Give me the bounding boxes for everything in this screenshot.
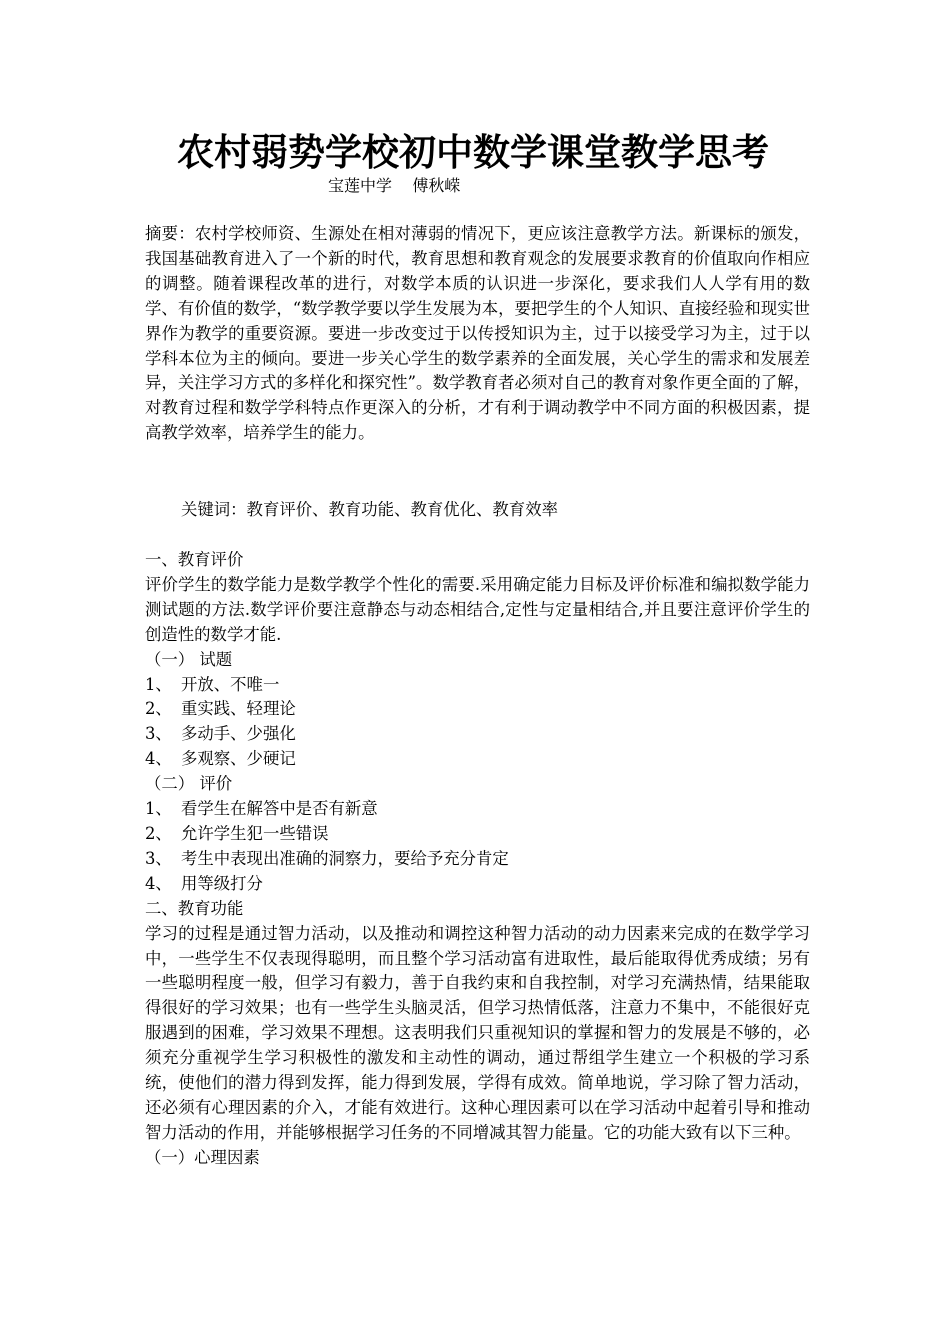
section-heading: 一、教育评价 (145, 550, 244, 569)
list-item-text: 考生中表现出准确的洞察力，要给予充分肯定 (181, 848, 509, 868)
list-item (145, 722, 810, 747)
list-item-number: 3、 (145, 848, 172, 868)
list-item (145, 797, 810, 822)
list-item-number: 4、 (145, 873, 172, 893)
list-item-number: 1、 (145, 674, 172, 694)
list-item (145, 847, 810, 872)
list-item-number: 4、 (145, 749, 172, 769)
list-item (145, 747, 810, 772)
list-item-text: 用等级打分 (181, 873, 263, 893)
list-item-number: 2、 (145, 823, 172, 843)
list-item-text: 多动手、少强化 (181, 724, 296, 744)
subsection-heading: （一）心理因素 (145, 1147, 260, 1167)
list-item-number: 3、 (145, 724, 172, 744)
list-item (145, 872, 810, 897)
list-item-text: 开放、不唯一 (181, 674, 280, 694)
list-item-number: 2、 (145, 699, 172, 719)
list-item-text: 允许学生犯一些错误 (181, 823, 329, 843)
list-item (145, 673, 810, 698)
list-item (145, 822, 810, 847)
subsection-heading: （一） 试题 (145, 649, 233, 669)
section-paragraph: 评价学生的数学能力是数学教学个性化的需要.采用确定能力目标及评价标准和编拟数学能力测试题的方法.数学评价要注意静态与动态相结合,定性与定量相结合,并且要注意评价学生的创造性的数学才能. (145, 574, 810, 644)
document-body (145, 548, 810, 1171)
list-item-text: 多观察、少硬记 (181, 749, 296, 769)
keywords-line: 关键词：教育评价、教育功能、教育优化、教育效率 (181, 500, 558, 519)
list-item-text: 看学生在解答中是否有新意 (181, 799, 378, 819)
list-item (145, 697, 810, 722)
author-line: 宝莲中学 傅秋嵘 (328, 176, 461, 195)
list-item-number: 1、 (145, 799, 172, 819)
section-paragraph: 学习的过程是通过智力活动，以及推动和调控这种智力活动的动力因素来完成的在数学学习中，一些学生不仅表现得聪明，而且整个学习活动富有进取性，最后能取得优秀成绩；另有一些聪明程度一般，但学习有毅力，善于自我约束和自我控制，对学习充满热情，结果能取得很好的学习效果；也有一些学生头脑灵活，但学习热情低落，注意力不集中，不能很好克服遇到的困难，学习效果不理想。这表明我们只重视知识的掌握和智力的发展是不够的，必须充分重视学生学习积极性的激发和主动性的调动，通过帮组学生建立一个积极的学习系统，使他们的潜力得到发挥，能力得到发展，学得有成效。简单地说，学习除了智力活动，还必须有心理因素的介入，才能有效进行。这种心理因素可以在学习活动中起着引导和推动智力活动的作用，并能够根据学习任务的不同增减其智力能量。它的功能大致有以下三种。 (145, 923, 810, 1142)
list-item-text: 重实践、轻理论 (181, 699, 296, 719)
section-heading: 二、教育功能 (145, 898, 244, 918)
subsection-heading: （二） 评价 (145, 774, 233, 794)
abstract-paragraph: 摘要：农村学校师资、生源处在相对薄弱的情况下，更应该注意教学方法。新课标的颁发，我国基础教育进入了一个新的时代，教育思想和教育观念的发展要求教育的价值取向作相应的调整。随着课程改革的进行，对数学本质的认识进一步深化，要求我们人人学有用的数学、有价值的数学，“数学教学要以学生发展为本，要把学生的个人知识、直接经验和现实世界作为教学的重要资源。要进一步改变过于以传授知识为主，过于以接受学习为主，过于以学科本位为主的倾向。要进一步关心学生的数学素养的全面发展，关心学生的需求和发展差异，关注学习方式的多样化和探究性”。数学教育者必须对自己的教育对象作更全面的了解，对教育过程和数学学科特点作更深入的分析，才有利于调动教学中不同方面的积极因素，提高教学效率，培养学生的能力。 (145, 224, 810, 443)
document-title: 农村弱势学校初中数学课堂教学思考 (177, 130, 769, 174)
